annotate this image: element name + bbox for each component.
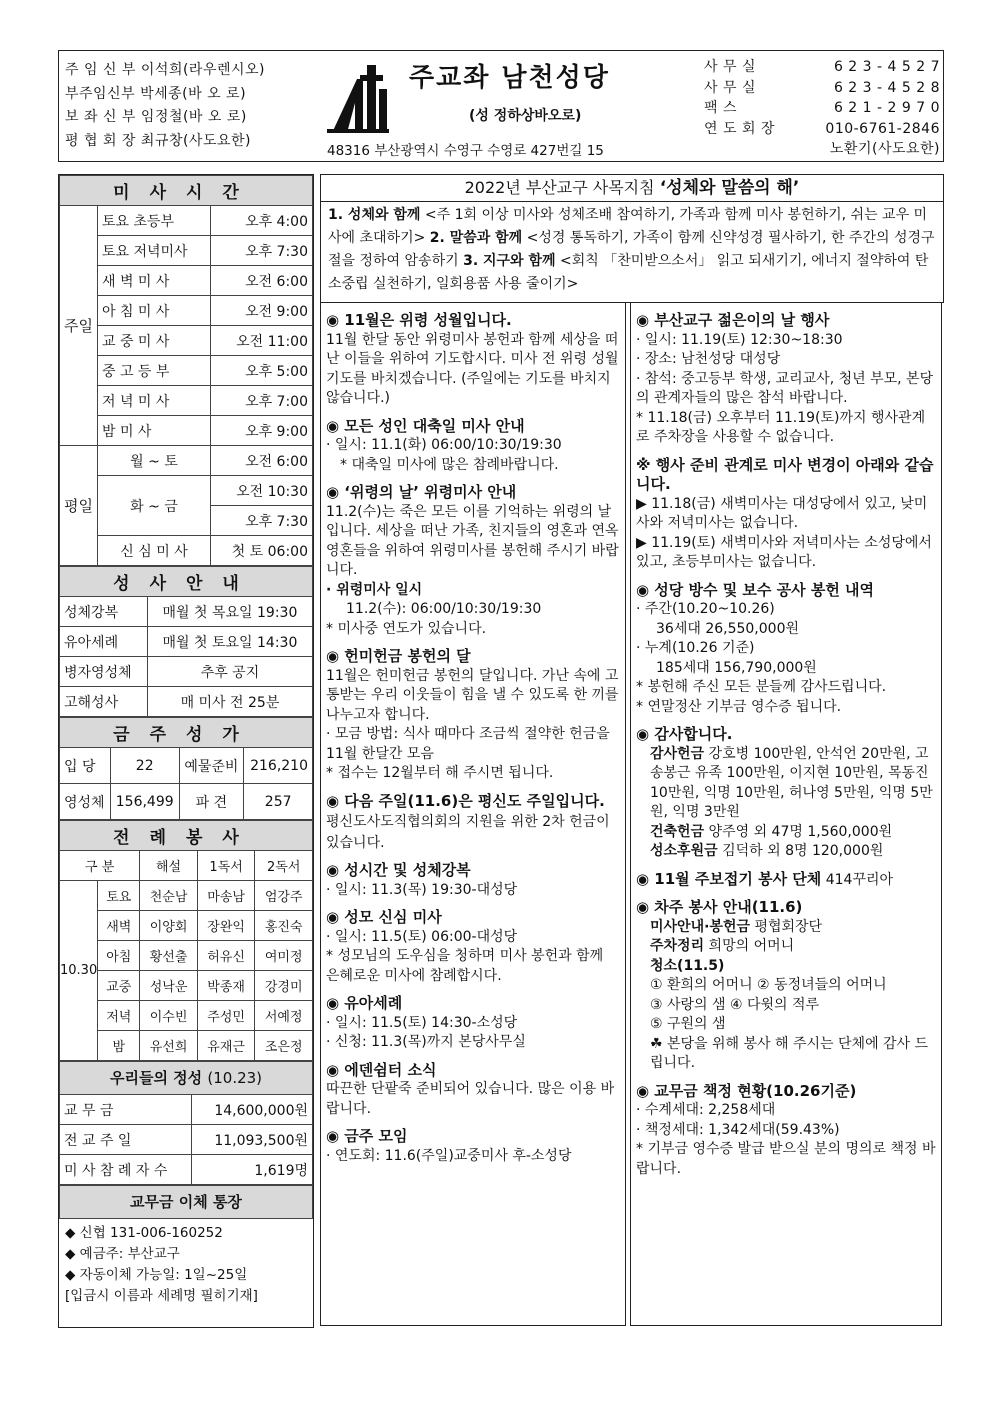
offering-table [59, 1061, 313, 1185]
clergy-line: 평 협 회 장 최규창(사도요한) [65, 132, 251, 149]
notice-title: ◉ 11월은 위령 성월입니다. [326, 311, 512, 329]
bulletin-header [58, 50, 944, 162]
contact-row: 사 무 실 6 2 3 - 4 5 2 8 [704, 79, 940, 96]
notice-title: ◉ 에덴쉼터 소식 [326, 1060, 437, 1079]
table-row: 성체강복 매월 첫 목요일 19:30 [60, 597, 313, 627]
contact-row: 팩 스 6 2 1 - 2 9 7 0 [704, 100, 940, 116]
notice-title: ◉ 부산교구 젊은이의 날 행사 [636, 311, 830, 329]
clergy-line: 주 임 신 부 이석희(라우렌시오) [65, 62, 266, 78]
table-row: 오후 7:30 [60, 506, 313, 536]
parish-subtitle: (성 정하상바오로) [469, 108, 582, 124]
clergy-line: 보 좌 신 부 임정철(바 오 로) [65, 109, 247, 125]
table-row: 새 벽 미 사 오전 6:00 [60, 266, 313, 296]
notice-title: ◉ 성시간 및 성체강복 [326, 861, 471, 879]
notice-title: ◉ 성당 방수 및 보수 공사 봉헌 내역 [636, 580, 875, 599]
notice-title: ◉ 차주 봉사 안내(11.6) [636, 898, 803, 916]
notice-title: ◉ 유아세례 [326, 994, 403, 1012]
clergy-list [65, 59, 315, 153]
mass-time-table [59, 175, 313, 566]
table-row: 10.30 토요 천순남 마송남 엄강주 [60, 881, 313, 911]
table-row: 새벽 이양회 장완익 홍진숙 [60, 911, 313, 941]
notice-title: ◉ 교무금 책정 현황(10.26기준) [636, 1081, 857, 1100]
guideline-title: 2022년 부산교구 사목지침 ‘성체와 말씀의 해’ [320, 174, 944, 202]
table-row: 화 ~ 금 오전 10:30 [60, 476, 313, 506]
table-row: 유아세례 매월 첫 토요일 14:30 [60, 627, 313, 657]
table-row: 중 고 등 부 오후 5:00 [60, 356, 313, 386]
table-row: 영성체 156,499 파 견 257 [60, 784, 313, 820]
notice-title: ◉ 금주 모임 [326, 1127, 408, 1145]
table-row: 밤 유선희 유재근 조은정 [60, 1031, 313, 1061]
hymn-table [59, 717, 313, 820]
table-row: 평일 월 ~ 토 오전 6:00 [60, 446, 313, 476]
bulletin-page [58, 50, 944, 1328]
weekday-label: 평일 [60, 446, 98, 566]
contact-row: 노환기(사도요한) [829, 141, 940, 157]
sacrament-table [59, 566, 313, 717]
table-row: 병자영성체 추후 공지 [60, 657, 313, 687]
table-row: 고해성사 매 미사 전 25분 [60, 687, 313, 717]
table-row: 아 침 미 사 오전 9:00 [60, 296, 313, 326]
table-row: 교 중 미 사 오전 11:00 [60, 326, 313, 356]
table-row: 구 분 해설 1독서 2독서 [60, 851, 313, 881]
table-row: 토요 저녁미사 오후 7:30 [60, 236, 313, 266]
notice-column-right: ◉ 부산교구 젊은이의 날 행사 · 일시: 11.19(토) 12:30~18:30 · 장소: 남천성당 대성당 · 참석: 중고등부 학생, 교리교사, 청년 부모, 본당의 관계자들의 많은 참석 바랍니다. * 11.18(금) 오후부터 11.19(토)까지 행사관계로 주차장을 사용할 수 없습니다. ※ 행사 준비 관계로 미사 변경이 아래와 같습니다. ▶ 11.18(금) 새벽미사는 대성당에서 있고, 낮미사와 저녁미사는 없습니다. ▶ 11.19(토) 새벽미사와 저녁미사는 소성당에서 있고, 초등부미사는 없습니다. ◉ 성당 방수 및 보수 공사 봉헌 내역 · 주간(10.20~10.26) 36세대 26,550,000원 · 누계(10.26 기준) 185세대 156,790,000원 * 봉헌해 주신 모든 분들께 감사드립니다. * 연말정산 기부금 영수증 됩니다. ◉ 감사합니다. 감사헌금 강호병 100만원, 안석언 20만원, 고 송봉근 유족 100만원, 이지현 10만원, 목동진 10만원, 익명 10만원, 허나영 5만원, 익명 5만원, 익명 3만원 건축헌금 양주영 외 47명 1,560,000원 성소후원금 김덕하 외 8명 120,000원 ◉ 11월 주보접기 봉사 단체 414꾸리아 ◉ 차주 봉사 안내(11.6) 미사안내·봉헌금 평협회장단 주차정리 희망의 어머니 청소(11.5) ① 환희의 어머니 ② 동정녀들의 어머니 ③ 사랑의 샘 ④ 다윗의 적루 ⑤ 구원의 샘 ☘ 본당을 위해 봉사 해 주시는 단체에 감사 드립니다. ◉ 교무금 책정 현황(10.26기준) · 수계세대: 2,258세대 · 책정세대: 1,342세대(59.43%) * 기부금 영수증 발급 받으실 분의 명의로 책정 바랍니다. [630, 302, 942, 1326]
offering-header: 우리들의 정성 (10.23) [60, 1062, 313, 1095]
left-column [58, 174, 314, 1328]
liturgy-header: 전례봉사 [60, 821, 313, 851]
mass-header: 미사시간 [60, 176, 313, 206]
contact-row: 연 도 회 장 010-6761-2846 [704, 120, 940, 137]
notice-title: ◉ 11월 주보접기 봉사 단체 414꾸리아 [636, 869, 894, 888]
notice-title: ◉ ‘위령의 날’ 위령미사 안내 [326, 483, 517, 501]
table-row: 교 무 금 14,600,000원 [60, 1095, 313, 1125]
table-row: 주일 토요 초등부 오후 4:00 [60, 206, 313, 236]
clergy-line: 부주임신부 박세종(바 오 로) [65, 85, 247, 102]
table-row: 미 사 참 례 자 수 1,619명 [60, 1155, 313, 1185]
contact-row: 사 무 실 6 2 3 - 4 5 2 7 [704, 59, 940, 75]
hymn-header: 금주성가 [60, 718, 313, 748]
sacrament-header: 성사안내 [60, 567, 313, 597]
table-row: 교중 성낙운 박종재 강경미 [60, 971, 313, 1001]
bank-info: ◆ 신협 131-006-160252 ◆ 예금주: 부산교구 ◆ 자동이체 가능일: 1일~25일 [입금시 이름과 세례명 필히기재] [65, 1225, 258, 1304]
table-row: 입 당 22 예물준비 216,210 [60, 748, 313, 784]
table-row: 신 심 미 사 첫 토 06:00 [60, 536, 313, 566]
notice-title: ◉ 다음 주일(11.6)은 평신도 주일입니다. 평신도사도직협의회의 지원을 위한 2차 헌금이 있습니다. [326, 791, 610, 851]
table-row: 밤 미 사 오후 9:00 [60, 416, 313, 446]
table-row: 아침 황선출 허유신 여미정 [60, 941, 313, 971]
table-row: 저녁 이수빈 주성민 서예정 [60, 1001, 313, 1031]
notice-title: ※ 행사 준비 관계로 미사 변경이 아래와 같습니다. [636, 455, 934, 493]
parish-logo-icon [327, 59, 407, 135]
notice-title: ◉ 감사합니다. [636, 725, 733, 743]
bank-header: 교무금 이체 통장 [59, 1185, 313, 1219]
notice-title: ◉ 모든 성인 대축일 미사 안내 [326, 416, 525, 435]
sunday-label: 주일 [60, 206, 98, 446]
table-row: 전 교 주 일 11,093,500원 [60, 1125, 313, 1155]
liturgy-table [59, 820, 313, 1061]
parish-address: 48316 부산광역시 수영구 수영로 427번길 15 [327, 143, 604, 159]
parish-title: 주교좌 남천성당 [409, 63, 610, 93]
guideline-body: 1. 성체와 함께 <주 1회 이상 미사와 성체조배 참여하기, 가족과 함께 미사 봉헌하기, 쉬는 교우 미사에 초대하기> 2. 말씀과 함께 <성경 통독하기, 가족이 함께 신약성경 필사하기, 한 주간의 성경구절을 정하여 암송하기 3. 지구와 함께 <회칙 「찬미받으소서」 읽고 되새기기, 에너지 절약하여 탄소중립 실천하기, 일회용품 사용 줄이기> [320, 200, 944, 303]
liturgy-date: 10.30 [60, 881, 98, 1061]
table-row: 저 녁 미 사 오후 7:00 [60, 386, 313, 416]
contact-list [704, 57, 940, 160]
notice-title: ◉ 헌미헌금 봉헌의 달 [326, 647, 471, 665]
notice-title: ◉ 성모 신심 미사 [326, 908, 442, 926]
notice-column-left: ◉ 11월은 위령 성월입니다. 11월 한달 동안 위령미사 봉헌과 함께 세상을 떠난 이들을 위하여 기도합시다. 미사 전 위령 성월 기도를 바치겠습니다. (주일에는 기도를 바치지 않습니다.) ◉ 모든 성인 대축일 미사 안내 · 일시: 11.1(화) 06:00/10:30/19:30 * 대축일 미사에 많은 참례바랍니다. ◉ ‘위령의 날’ 위령미사 안내 11.2(수)는 죽은 모든 이를 기억하는 위령의 날입니다. 세상을 떠난 가족, 친지들의 영혼과 연옥 영혼들을 위하여 위령미사를 봉헌해 주시기 바랍니다. · 위령미사 일시 11.2(수): 06:00/10:30/19:30 * 미사중 연도가 있습니다. ◉ 헌미헌금 봉헌의 달 11월은 헌미헌금 봉헌의 달입니다. 가난 속에 고통받는 우리 이웃들이 힘을 낼 수 있도록 한 끼를 나누고자 합니다. · 모금 방법: 식사 때마다 조금씩 절약한 헌금을 11월 한달간 모음 * 접수는 12월부터 해 주시면 됩니다. ◉ 다음 주일(11.6)은 평신도 주일입니다. 평신도사도직협의회의 지원을 위한 2차 헌금이 있습니다. ◉ 성시간 및 성체강복 · 일시: 11.3(목) 19:30-대성당 ◉ 성모 신심 미사 · 일시: 11.5(토) 06:00-대성당 * 성모님의 도우심을 청하며 미사 봉헌과 함께 은혜로운 미사에 참례합시다. ◉ 유아세례 · 일시: 11.5(토) 14:30-소성당 · 신청: 11.3(목)까지 본당사무실 ◉ 에덴쉼터 소식 따끈한 단팥죽 준비되어 있습니다. 많은 이용 바랍니다. ◉ 금주 모임 · 연도회: 11.6(주일)교중미사 후-소성당 [320, 302, 626, 1326]
